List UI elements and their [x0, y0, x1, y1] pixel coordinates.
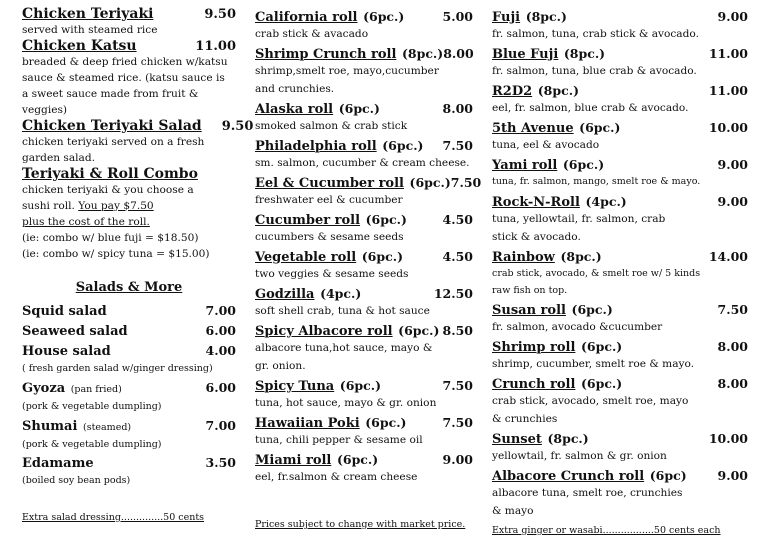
item-price: 9.00 — [442, 452, 473, 467]
column-specialty-rolls — [492, 6, 748, 520]
item-description: crab stick & avacado — [255, 28, 369, 40]
item-description: tuna, chili pepper & sesame oil — [255, 434, 423, 446]
item-description: chicken teriyaki served on a fresh garden salad. — [22, 136, 205, 164]
item-piece-count: (4pc.) — [320, 286, 362, 301]
menu-item-gyoza — [22, 377, 236, 415]
item-description: two veggies & sesame seeds — [255, 268, 409, 280]
item-description: smoked salmon & crab stick — [255, 120, 408, 132]
item-price: 4.50 — [442, 212, 473, 227]
item-description — [22, 182, 236, 214]
menu-item-spicy-albacore-roll — [255, 320, 473, 375]
item-piece-count: (6pc.) — [579, 120, 621, 135]
item-name: Gyoza — [22, 381, 66, 396]
item-name: Yami roll — [492, 158, 558, 173]
item-name: Blue Fuji — [492, 47, 559, 62]
item-price: 5.00 — [442, 9, 473, 24]
item-price: 7.50 — [450, 175, 482, 190]
item-description: albacore tuna, smelt roe, crunchies & mayo — [492, 487, 683, 517]
menu-item-rainbow — [492, 246, 748, 299]
menu-item-godzilla — [255, 283, 473, 320]
item-name: Rainbow — [492, 250, 555, 265]
item-name: Squid salad — [22, 304, 107, 319]
menu-item-house-salad — [22, 341, 236, 377]
menu-item-seaweed-salad — [22, 321, 236, 341]
menu-item-rock-n-roll — [492, 191, 748, 246]
menu-item-shrimp-crunch-roll — [255, 43, 473, 98]
item-piece-count: (4pc.) — [585, 194, 627, 209]
menu-item-teriyaki-roll-combo — [22, 166, 236, 262]
item-description: eel, fr. salmon, blue crab & avocado. — [492, 102, 689, 114]
item-piece-count: (6pc.) — [338, 101, 380, 116]
item-price: 8.50 — [442, 323, 473, 338]
menu-item-crunch-roll — [492, 373, 748, 428]
item-price: 9.50 — [204, 7, 236, 22]
item-price: 6.00 — [205, 323, 236, 338]
item-name: Eel & Cucumber roll — [255, 176, 404, 191]
column-entrees — [22, 6, 254, 489]
menu-item-chicken-teriyaki — [22, 6, 236, 38]
menu-item-vegetable-roll — [255, 246, 473, 283]
menu-item-susan-roll — [492, 299, 748, 336]
combo-pay-text: You pay $7.50 — [78, 200, 154, 212]
item-price: 9.00 — [717, 157, 748, 172]
menu-item-albacore-crunch-roll — [492, 465, 748, 520]
item-name: House salad — [22, 344, 111, 359]
menu-item-sunset — [492, 428, 748, 465]
item-description: fr. salmon, tuna, blue crab & avocado. — [492, 65, 697, 77]
item-name: Alaska roll — [255, 102, 334, 117]
item-name: Spicy Tuna — [255, 379, 335, 394]
item-price: 7.50 — [442, 378, 473, 393]
menu-item-cucumber-roll — [255, 209, 473, 246]
item-price: 7.50 — [442, 138, 473, 153]
item-piece-count: (6pc.) — [562, 157, 605, 172]
item-name: Albacore Crunch roll — [492, 469, 645, 484]
item-price: 6.00 — [205, 380, 236, 395]
item-piece-count: (8pc.) — [537, 83, 579, 98]
item-piece-count: (6pc.) — [363, 9, 405, 24]
item-description: (pork & vegetable dumpling) — [22, 439, 162, 450]
item-description: shrimp,smelt roe, mayo,cucumber and crunchies. — [255, 65, 439, 95]
item-note: (pan fried) — [70, 384, 122, 395]
item-piece-count: (6pc.) — [409, 175, 451, 190]
item-piece-count: (6pc.) — [361, 249, 403, 264]
item-description: sm. salmon, cucumber & cream cheese. — [255, 157, 470, 169]
item-name: Spicy Albacore roll — [255, 324, 393, 339]
menu-item-miami-roll — [255, 449, 473, 486]
item-name: Susan roll — [492, 303, 566, 318]
item-name: Crunch roll — [492, 377, 576, 392]
menu-item-eel-cucumber-roll — [255, 172, 482, 209]
item-piece-count: (8pc.) — [547, 431, 589, 446]
item-price: 11.00 — [195, 39, 236, 54]
item-price: 7.00 — [205, 303, 236, 318]
item-price: 14.00 — [708, 249, 748, 264]
item-piece-count: (8pc.) — [401, 46, 444, 61]
item-description: breaded & deep fried chicken w/katsu sauce & steamed rice. (katsu sauce is a sweet sauce made from fruit & veggies) — [22, 56, 228, 116]
combo-example-2: (ie: combo w/ spicy tuna = $15.00) — [22, 248, 210, 260]
item-description: ( fresh garden salad w/ginger dressing) — [22, 363, 213, 374]
menu-item-squid-salad — [22, 301, 236, 321]
item-description: served with steamed rice — [22, 24, 158, 36]
item-description: tuna, yellowtail, fr. salmon, crab stick & avocado. — [492, 213, 666, 243]
item-description: crab stick, avocado, & smelt roe w/ 5 kinds raw fish on top. — [492, 268, 701, 296]
item-price: 7.50 — [442, 415, 473, 430]
item-price: 7.00 — [205, 418, 236, 433]
menu-item-shrimp-roll — [492, 336, 748, 373]
item-piece-count: (8pc.) — [525, 9, 567, 24]
item-name: Cucumber roll — [255, 213, 361, 228]
menu-item-hawaiian-poki — [255, 412, 473, 449]
item-description: tuna, fr. salmon, mango, smelt roe & mayo. — [492, 176, 701, 187]
item-piece-count: (6pc.) — [365, 212, 407, 227]
item-piece-count: (6pc.) — [398, 323, 440, 338]
item-name: Vegetable roll — [255, 250, 357, 265]
item-description: yellowtail, fr. salmon & gr. onion — [492, 450, 667, 462]
item-name: California roll — [255, 10, 358, 25]
item-name: Chicken Katsu — [22, 38, 137, 54]
item-description: tuna, hot sauce, mayo & gr. onion — [255, 397, 437, 409]
item-piece-count: (8pc.) — [563, 46, 606, 61]
item-name: Shumai — [22, 419, 78, 434]
footer-extra-ginger: Extra ginger or wasabi.................50 cents each — [492, 525, 721, 536]
item-price: 9.50 — [221, 119, 254, 134]
item-description: cucumbers & sesame seeds — [255, 231, 404, 243]
column-rolls — [255, 6, 482, 486]
item-description: fr. salmon, tuna, crab stick & avocado. — [492, 28, 699, 40]
item-description: (boiled soy bean pods) — [22, 475, 131, 486]
item-piece-count: (6pc.) — [365, 415, 407, 430]
item-description: (pork & vegetable dumpling) — [22, 401, 162, 412]
item-price: 9.00 — [717, 194, 748, 209]
item-name: Shrimp Crunch roll — [255, 47, 397, 62]
item-name: Godzilla — [255, 287, 315, 302]
item-name: Edamame — [22, 456, 94, 471]
menu-item-blue-fuji — [492, 43, 748, 80]
item-name: Sunset — [492, 432, 542, 447]
item-price: 8.00 — [717, 376, 748, 391]
item-piece-count: (6pc.) — [382, 138, 424, 153]
item-name: 5th Avenue — [492, 121, 574, 136]
item-description: tuna, eel & avocado — [492, 139, 600, 151]
item-price: 9.00 — [717, 9, 748, 24]
item-price: 8.00 — [717, 339, 748, 354]
item-price: 4.50 — [442, 249, 473, 264]
item-piece-count: (6pc.) — [571, 302, 613, 317]
item-description: freshwater eel & cucumber — [255, 194, 403, 206]
menu-item-chicken-teriyaki-salad — [22, 118, 254, 166]
item-name: Teriyaki & Roll Combo — [22, 166, 198, 182]
menu-item-5th-avenue — [492, 117, 748, 154]
item-name: Hawaiian Poki — [255, 416, 360, 431]
item-piece-count: (6pc.) — [580, 376, 623, 391]
item-description: shrimp, cucumber, smelt roe & mayo. — [492, 358, 695, 370]
footer-price-notice: Prices subject to change with market price. — [255, 519, 466, 530]
menu-item-r2d2 — [492, 80, 748, 117]
item-description: soft shell crab, tuna & hot sauce — [255, 305, 430, 317]
item-name: Fuji — [492, 10, 521, 25]
item-price: 10.00 — [708, 120, 748, 135]
item-price: 8.00 — [443, 46, 474, 61]
menu-item-spicy-tuna — [255, 375, 473, 412]
item-piece-count: (6pc.) — [336, 452, 379, 467]
combo-description: chicken teriyaki & you choose a sushi roll. — [22, 184, 194, 212]
item-name: Shrimp roll — [492, 340, 576, 355]
combo-plus-text: plus the cost of the roll. — [22, 216, 150, 228]
item-description: crab stick, avocado, smelt roe, mayo & crunchies — [492, 395, 689, 425]
item-description: eel, fr.salmon & cream cheese — [255, 471, 418, 483]
item-name: R2D2 — [492, 84, 533, 99]
item-piece-count: (6pc) — [649, 468, 687, 483]
item-price: 9.00 — [717, 468, 748, 483]
item-name: Rock-N-Roll — [492, 195, 580, 210]
item-name: Miami roll — [255, 453, 332, 468]
item-price: 3.50 — [205, 455, 236, 470]
menu-item-california-roll — [255, 6, 473, 43]
item-description: albacore tuna,hot sauce, mayo & gr. onion. — [255, 342, 433, 372]
item-piece-count: (8pc.) — [560, 249, 602, 264]
item-name: Chicken Teriyaki — [22, 6, 154, 22]
menu-item-shumai — [22, 415, 236, 453]
menu-item-philadelphia-roll — [255, 135, 473, 172]
item-price: 7.50 — [717, 302, 748, 317]
menu-item-fuji — [492, 6, 748, 43]
item-price: 11.00 — [708, 46, 748, 61]
menu-item-chicken-katsu — [22, 38, 236, 118]
item-piece-count: (6pc.) — [339, 378, 382, 393]
menu-item-edamame — [22, 453, 236, 489]
combo-example-1: (ie: combo w/ blue fuji = $18.50) — [22, 232, 199, 244]
menu-item-yami-roll — [492, 154, 748, 191]
item-note: (steamed) — [83, 422, 132, 433]
item-name: Philadelphia roll — [255, 139, 377, 154]
item-price: 4.00 — [205, 343, 236, 358]
item-price: 8.00 — [442, 101, 473, 116]
item-description: fr. salmon, avocado &cucumber — [492, 321, 663, 333]
item-price: 12.50 — [433, 286, 473, 301]
footer-extra-dressing: Extra salad dressing..............50 cents — [22, 512, 205, 523]
menu-item-alaska-roll — [255, 98, 473, 135]
item-price: 11.00 — [708, 83, 748, 98]
item-price: 10.00 — [708, 431, 748, 446]
salads-heading: Salads & More — [75, 280, 183, 295]
item-name: Chicken Teriyaki Salad — [22, 118, 202, 134]
item-piece-count: (6pc.) — [580, 339, 623, 354]
item-name: Seaweed salad — [22, 324, 128, 339]
